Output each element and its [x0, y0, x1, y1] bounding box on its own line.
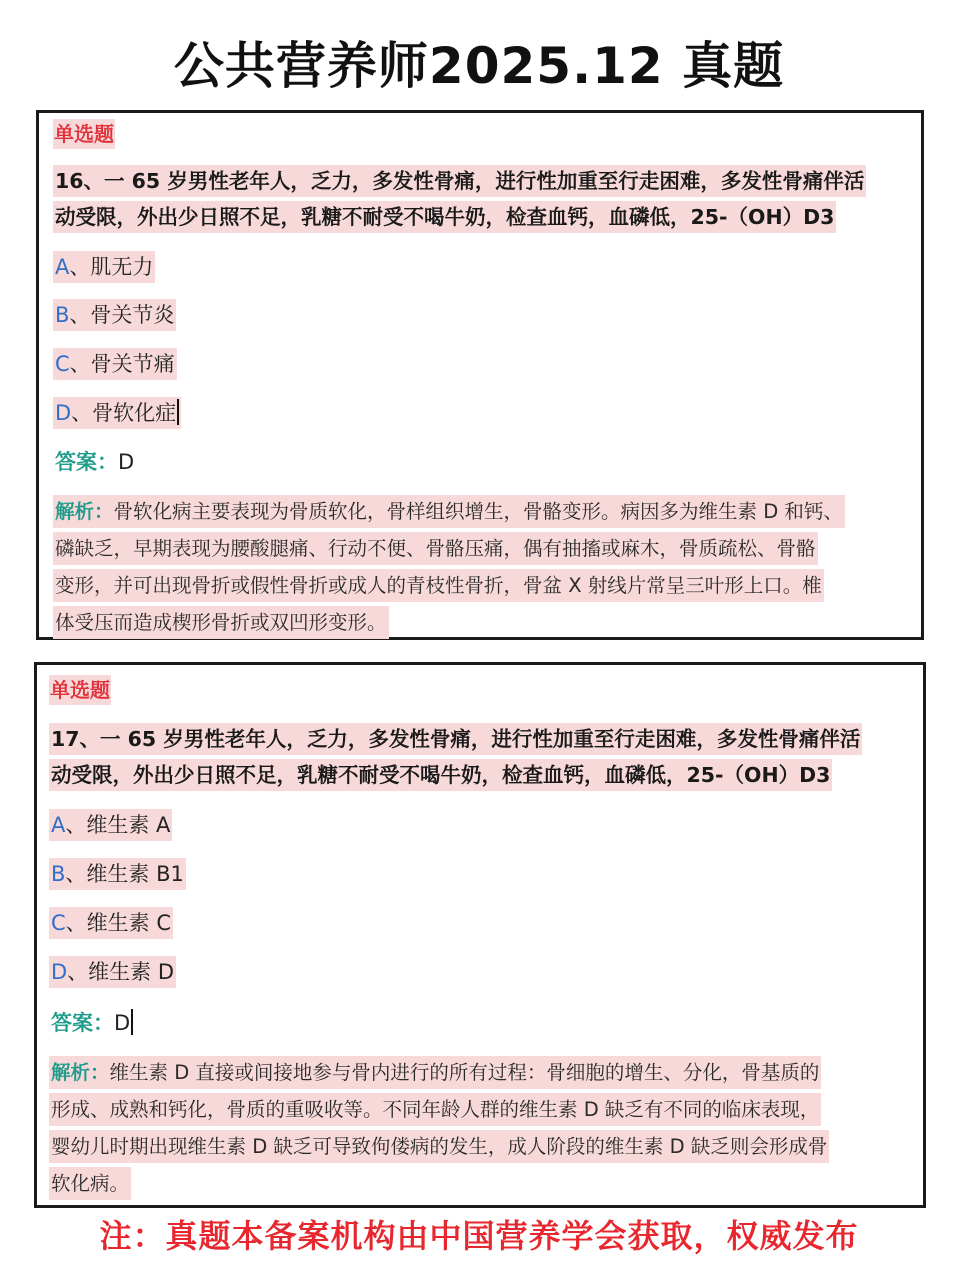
option-c[interactable]: C、骨关节痛 [53, 348, 177, 380]
explanation-line: 软化病。 [49, 1167, 131, 1200]
explanation-line: 解析：维生素 D 直接或间接地参与骨内进行的所有过程：骨细胞的增生、分化，骨基质的 [49, 1056, 821, 1089]
explanation-line: 变形，并可出现骨折或假性骨折或成人的青枝性骨折，骨盆 X 射线片常呈三叶形上口。椎 [53, 569, 824, 602]
option-text: 骨关节痛 [90, 352, 175, 376]
page-title: 公共营养师2025.12 真题 [173, 37, 785, 95]
answer-value: D [118, 450, 135, 474]
explanation-line: 婴幼儿时期出现维生素 D 缺乏可导致佝偻病的发生，成人阶段的维生素 D 缺乏则会形成骨 [49, 1130, 829, 1163]
option-text: 骨关节炎 [90, 303, 175, 327]
option-c[interactable]: C、维生素 C [49, 907, 173, 939]
option-letter: D [55, 401, 72, 425]
option-letter: B [51, 862, 66, 886]
question-card-16 [36, 110, 924, 640]
option-text: 维生素 D [88, 960, 175, 984]
explanation-label: 解析： [55, 500, 114, 523]
answer-label: 答案： [51, 1011, 114, 1035]
explanation-line: 磷缺乏，早期表现为腰酸腿痛、行动不便、骨骼压痛，偶有抽搐或麻木，骨质疏松、骨骼 [53, 532, 818, 565]
option-text: 维生素 A [86, 813, 171, 837]
answer-label: 答案： [55, 450, 118, 474]
question-stem-line: 16、一 65 岁男性老年人，乏力，多发性骨痛，进行性加重至行走困难，多发性骨痛伴活 [53, 165, 866, 197]
option-letter: A [55, 255, 70, 279]
option-letter: B [55, 303, 70, 327]
question-type-label: 单选题 [53, 119, 115, 149]
option-letter: A [51, 813, 66, 837]
option-text: 骨软化症 [92, 401, 177, 425]
question-card-17 [34, 662, 926, 1208]
answer-row [55, 446, 134, 478]
answer-row [51, 1007, 133, 1039]
explanation-line: 解析：骨软化病主要表现为骨质软化，骨样组织增生，骨骼变形。病因多为维生素 D 和钙、 [53, 495, 845, 528]
question-stem-line: 动受限，外出少日照不足，乳糖不耐受不喝牛奶，检查血钙，血磷低，25-（OH）D3 [53, 201, 836, 233]
option-d[interactable]: D、维生素 D [49, 956, 176, 988]
option-b[interactable]: B、骨关节炎 [53, 299, 176, 331]
explanation-line: 体受压而造成楔形骨折或双凹形变形。 [53, 606, 389, 639]
option-a[interactable]: A、维生素 A [49, 809, 172, 841]
answer-value: D [114, 1011, 131, 1035]
option-letter: D [51, 960, 68, 984]
option-text: 维生素 B1 [86, 862, 184, 886]
option-d[interactable]: D、骨软化症 [53, 397, 181, 429]
option-letter: C [55, 352, 70, 376]
option-text: 肌无力 [90, 255, 154, 279]
option-text: 维生素 C [86, 911, 172, 935]
question-stem-line: 17、一 65 岁男性老年人，乏力，多发性骨痛，进行性加重至行走困难，多发性骨痛伴活 [49, 723, 862, 755]
footer-note: 注：真题本备案机构由中国营养学会获取，权威发布 [99, 1217, 859, 1255]
explanation-line: 形成、成熟和钙化，骨质的重吸收等。不同年龄人群的维生素 D 缺乏有不同的临床表现， [49, 1093, 821, 1126]
question-stem-line: 动受限，外出少日照不足，乳糖不耐受不喝牛奶，检查血钙，血磷低，25-（OH）D3 [49, 759, 832, 791]
text-cursor [131, 1009, 133, 1035]
option-a[interactable]: A、肌无力 [53, 251, 155, 283]
option-b[interactable]: B、维生素 B1 [49, 858, 186, 890]
option-letter: C [51, 911, 66, 935]
question-type-label: 单选题 [49, 675, 111, 705]
explanation-label: 解析： [51, 1061, 110, 1084]
text-cursor [177, 399, 179, 425]
